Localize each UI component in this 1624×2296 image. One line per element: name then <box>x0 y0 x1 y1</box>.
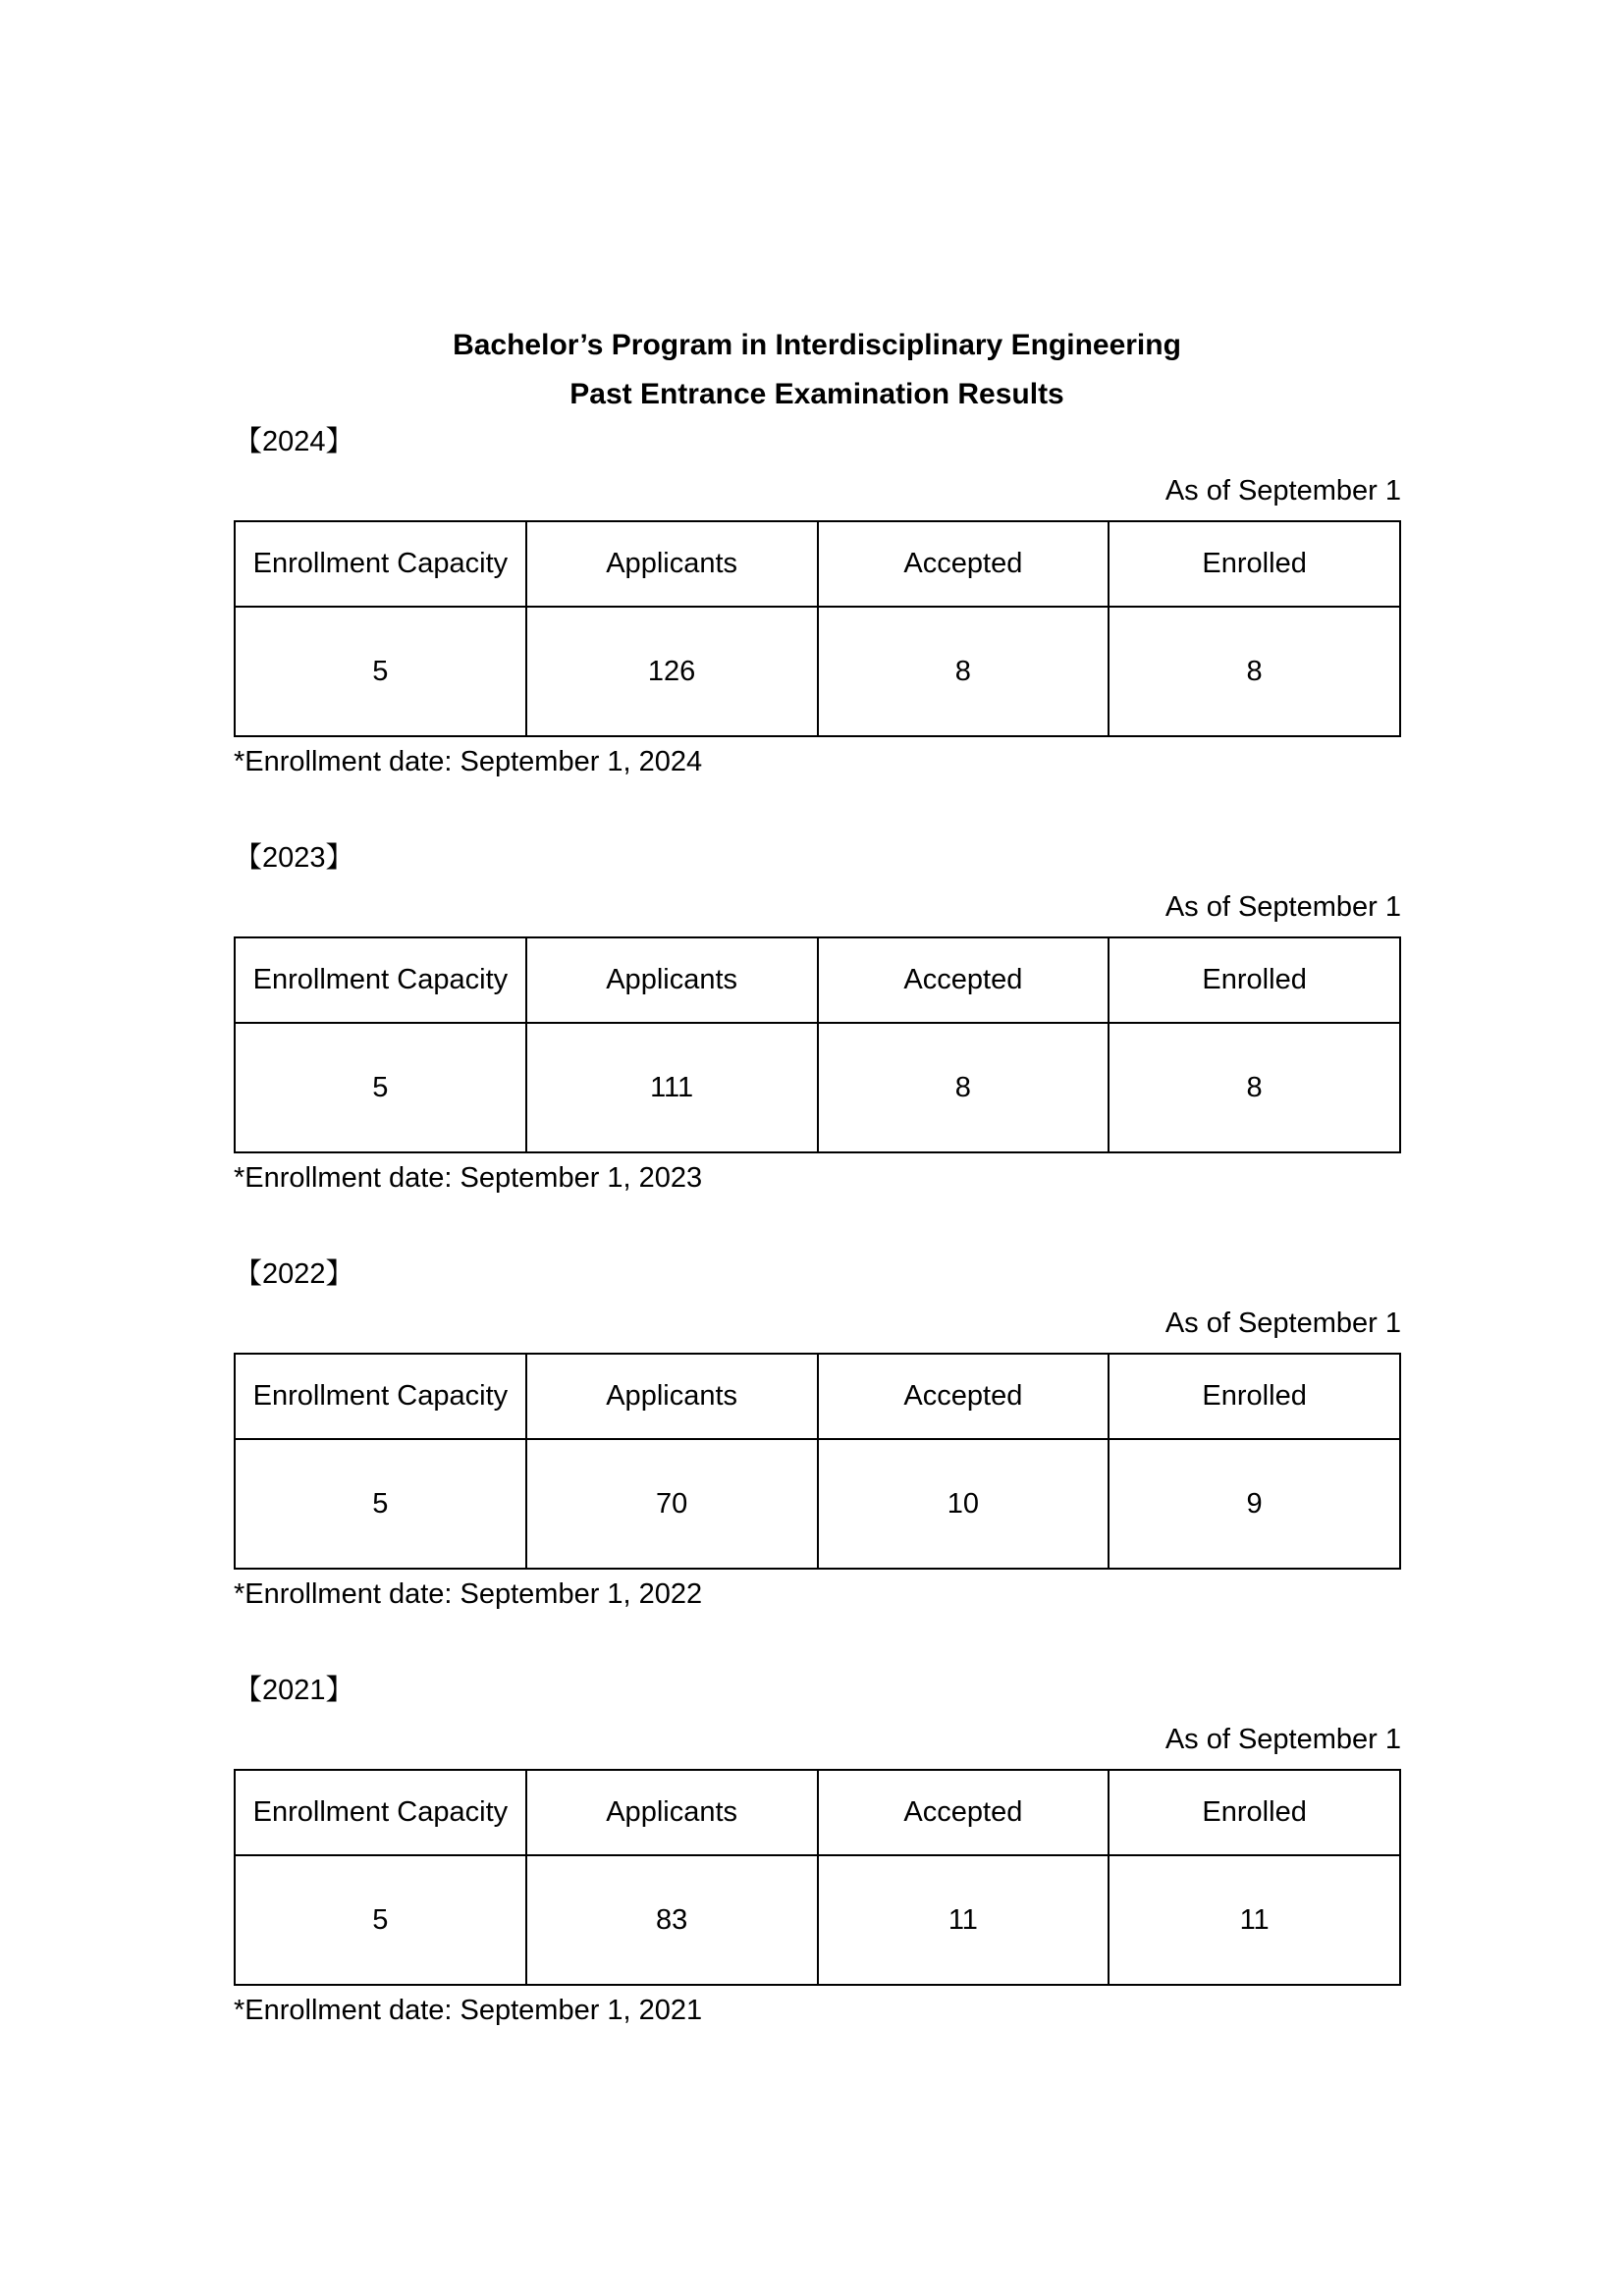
table-header-row <box>235 521 1400 607</box>
table-header-row <box>235 1354 1400 1439</box>
table-row <box>235 607 1400 736</box>
value-enrolled: 9 <box>1109 1439 1400 1569</box>
value-applicants: 83 <box>526 1855 818 1985</box>
value-enrolled: 8 <box>1109 1023 1400 1152</box>
table-row <box>235 1855 1400 1985</box>
as-of-date: As of September 1 <box>1164 1724 1401 1755</box>
results-section-2021 <box>234 1673 1401 2036</box>
enrollment-date-note: *Enrollment date: September 1, 2023 <box>234 1162 703 1194</box>
results-table <box>234 1353 1401 1570</box>
header-enrollment-capacity: Enrollment Capacity <box>235 521 526 607</box>
value-accepted: 8 <box>818 607 1110 736</box>
header-enrollment-capacity: Enrollment Capacity <box>235 1354 526 1439</box>
results-table <box>234 520 1401 737</box>
header-enrolled: Enrolled <box>1109 1354 1400 1439</box>
results-section-2023 <box>234 840 1401 1203</box>
value-accepted: 11 <box>818 1855 1110 1985</box>
header-accepted: Accepted <box>818 1354 1110 1439</box>
table-row <box>235 1439 1400 1569</box>
header-applicants: Applicants <box>526 521 818 607</box>
value-applicants: 111 <box>526 1023 818 1152</box>
header-applicants: Applicants <box>526 1770 818 1855</box>
results-table <box>234 936 1401 1153</box>
value-enrollment-capacity: 5 <box>235 1855 526 1985</box>
results-section-2024 <box>234 424 1401 787</box>
header-enrollment-capacity: Enrollment Capacity <box>235 1770 526 1855</box>
enrollment-date-note: *Enrollment date: September 1, 2022 <box>234 1578 703 1610</box>
value-enrollment-capacity: 5 <box>235 1439 526 1569</box>
enrollment-date-note: *Enrollment date: September 1, 2021 <box>234 1995 703 2026</box>
header-accepted: Accepted <box>818 937 1110 1023</box>
year-label: 【2024】 <box>234 426 354 457</box>
header-enrolled: Enrolled <box>1109 521 1400 607</box>
header-enrollment-capacity: Enrollment Capacity <box>235 937 526 1023</box>
page-subtitle: Past Entrance Examination Results <box>569 378 1064 410</box>
year-label: 【2023】 <box>234 842 354 874</box>
table-header-row <box>235 1770 1400 1855</box>
header-enrolled: Enrolled <box>1109 937 1400 1023</box>
value-enrollment-capacity: 5 <box>235 607 526 736</box>
year-label: 【2022】 <box>234 1258 354 1290</box>
as-of-date: As of September 1 <box>1164 475 1401 507</box>
value-accepted: 8 <box>818 1023 1110 1152</box>
header-accepted: Accepted <box>818 1770 1110 1855</box>
value-accepted: 10 <box>818 1439 1110 1569</box>
value-applicants: 70 <box>526 1439 818 1569</box>
page-title: Bachelor’s Program in Interdisciplinary Engineering <box>453 329 1181 361</box>
value-applicants: 126 <box>526 607 818 736</box>
header-enrolled: Enrolled <box>1109 1770 1400 1855</box>
as-of-date: As of September 1 <box>1164 891 1401 923</box>
table-header-row <box>235 937 1400 1023</box>
value-enrollment-capacity: 5 <box>235 1023 526 1152</box>
as-of-date: As of September 1 <box>1164 1308 1401 1339</box>
results-table <box>234 1769 1401 1986</box>
value-enrolled: 8 <box>1109 607 1400 736</box>
header-applicants: Applicants <box>526 1354 818 1439</box>
table-row <box>235 1023 1400 1152</box>
header-accepted: Accepted <box>818 521 1110 607</box>
header-applicants: Applicants <box>526 937 818 1023</box>
value-enrolled: 11 <box>1109 1855 1400 1985</box>
enrollment-date-note: *Enrollment date: September 1, 2024 <box>234 746 703 777</box>
results-section-2022 <box>234 1256 1401 1620</box>
year-label: 【2021】 <box>234 1675 354 1706</box>
